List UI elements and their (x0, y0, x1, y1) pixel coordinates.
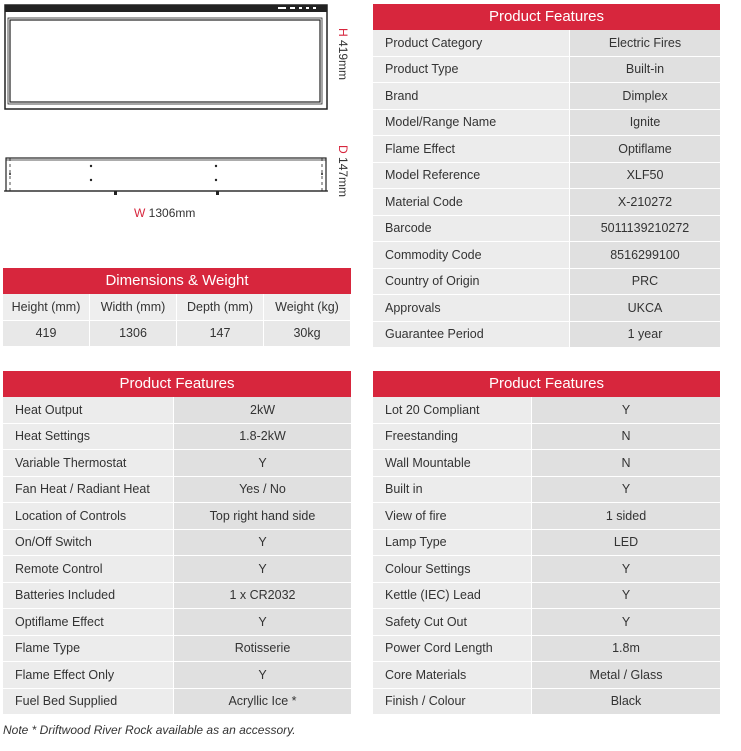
feature-label: Flame Effect (373, 136, 570, 163)
feature-value: X-210272 (570, 189, 720, 216)
feature-label: Material Code (373, 189, 570, 216)
product-features-left-title: Product Features (3, 371, 351, 397)
table-row (3, 477, 351, 504)
dimensions-weight-panel (3, 268, 351, 347)
feature-value: Dimplex (570, 83, 720, 110)
dimensions-header-row (3, 294, 351, 321)
feature-value: 1 year (570, 322, 720, 349)
table-row (373, 163, 720, 190)
dim-header-height: Height (mm) (3, 294, 90, 321)
feature-value: Y (532, 477, 720, 504)
product-features-right-panel (373, 371, 720, 715)
feature-value: PRC (570, 269, 720, 296)
height-value: 419mm (336, 40, 350, 81)
width-dimension-label (134, 206, 195, 220)
table-row (3, 530, 351, 557)
table-row (373, 662, 720, 689)
feature-value: LED (532, 530, 720, 557)
product-features-top-table (373, 30, 720, 348)
table-row (373, 503, 720, 530)
feature-label: Guarantee Period (373, 322, 570, 349)
table-row (373, 530, 720, 557)
table-row (373, 636, 720, 663)
feature-label: Optiflame Effect (3, 609, 174, 636)
feature-label: Fan Heat / Radiant Heat (3, 477, 174, 504)
table-row (373, 216, 720, 243)
feature-label: Core Materials (373, 662, 532, 689)
table-row (373, 397, 720, 424)
product-features-right-table (373, 397, 720, 715)
product-features-top-panel (373, 4, 720, 348)
feature-value: Black (532, 689, 720, 716)
table-row (3, 503, 351, 530)
feature-value: Ignite (570, 110, 720, 137)
table-row (373, 269, 720, 296)
table-row (373, 110, 720, 137)
feature-label: Wall Mountable (373, 450, 532, 477)
feature-label: Lamp Type (373, 530, 532, 557)
feature-value: Y (532, 609, 720, 636)
feature-label: Model/Range Name (373, 110, 570, 137)
table-row (373, 477, 720, 504)
feature-label: Product Category (373, 30, 570, 57)
feature-label: Safety Cut Out (373, 609, 532, 636)
table-row (373, 424, 720, 451)
feature-label: Flame Effect Only (3, 662, 174, 689)
table-row (373, 322, 720, 349)
dimensions-value-row (3, 321, 351, 348)
depth-value: 147mm (336, 157, 350, 198)
front-view-drawing (4, 4, 330, 112)
feature-label: Heat Settings (3, 424, 174, 451)
product-features-top-title: Product Features (373, 4, 720, 30)
feature-value: Rotisserie (174, 636, 351, 663)
feature-value: XLF50 (570, 163, 720, 190)
table-row (373, 556, 720, 583)
feature-label: Country of Origin (373, 269, 570, 296)
table-row (3, 662, 351, 689)
dim-value-width: 1306 (90, 321, 177, 348)
feature-value: Metal / Glass (532, 662, 720, 689)
table-row (373, 83, 720, 110)
feature-label: Model Reference (373, 163, 570, 190)
height-dimension-label (336, 28, 350, 80)
feature-label: Freestanding (373, 424, 532, 451)
feature-label: Approvals (373, 295, 570, 322)
table-row (373, 295, 720, 322)
dimensions-weight-title: Dimensions & Weight (3, 268, 351, 294)
depth-letter: D (336, 145, 350, 154)
feature-value: Y (174, 662, 351, 689)
feature-label: Kettle (IEC) Lead (373, 583, 532, 610)
feature-value: 1.8m (532, 636, 720, 663)
feature-value: Built-in (570, 57, 720, 84)
feature-label: Finish / Colour (373, 689, 532, 716)
feature-value: N (532, 424, 720, 451)
top-view-drawing (4, 154, 330, 198)
dim-value-weight: 30kg (264, 321, 351, 348)
table-row (3, 636, 351, 663)
table-row (373, 450, 720, 477)
feature-value: Y (174, 609, 351, 636)
feature-label: Variable Thermostat (3, 450, 174, 477)
dimensions-table (3, 294, 351, 347)
feature-value: 5011139210272 (570, 216, 720, 243)
feature-value: Top right hand side (174, 503, 351, 530)
table-row (373, 689, 720, 716)
feature-value: Acryllic Ice * (174, 689, 351, 716)
dim-value-height: 419 (3, 321, 90, 348)
feature-label: View of fire (373, 503, 532, 530)
feature-label: Brand (373, 83, 570, 110)
feature-value: Y (532, 397, 720, 424)
product-features-right-title: Product Features (373, 371, 720, 397)
feature-label: Fuel Bed Supplied (3, 689, 174, 716)
fire-front-outline (4, 4, 330, 112)
table-row (373, 609, 720, 636)
dim-header-width: Width (mm) (90, 294, 177, 321)
feature-label: Power Cord Length (373, 636, 532, 663)
feature-value: Y (174, 530, 351, 557)
feature-value: 1 x CR2032 (174, 583, 351, 610)
feature-value: Electric Fires (570, 30, 720, 57)
feature-value: UKCA (570, 295, 720, 322)
width-value: 1306mm (148, 206, 196, 220)
feature-value: 8516299100 (570, 242, 720, 269)
table-row (3, 556, 351, 583)
dim-value-depth: 147 (177, 321, 264, 348)
feature-label: Built in (373, 477, 532, 504)
table-row (3, 609, 351, 636)
table-row (373, 189, 720, 216)
feature-label: Remote Control (3, 556, 174, 583)
dim-header-depth: Depth (mm) (177, 294, 264, 321)
feature-value: Y (532, 556, 720, 583)
feature-label: Colour Settings (373, 556, 532, 583)
feature-label: On/Off Switch (3, 530, 174, 557)
product-features-left-table (3, 397, 351, 715)
feature-value: Y (174, 556, 351, 583)
table-row (373, 583, 720, 610)
feature-label: Barcode (373, 216, 570, 243)
table-row (373, 30, 720, 57)
footnote: Note * Driftwood River Rock available as an accessory. (3, 723, 296, 737)
feature-label: Lot 20 Compliant (373, 397, 532, 424)
table-row (373, 242, 720, 269)
feature-value: Yes / No (174, 477, 351, 504)
feature-label: Location of Controls (3, 503, 174, 530)
feature-value: 1.8-2kW (174, 424, 351, 451)
feature-label: Commodity Code (373, 242, 570, 269)
table-row (3, 583, 351, 610)
feature-value: 1 sided (532, 503, 720, 530)
table-row (3, 424, 351, 451)
table-row (3, 450, 351, 477)
feature-value: Y (174, 450, 351, 477)
table-row (373, 57, 720, 84)
feature-label: Product Type (373, 57, 570, 84)
feature-value: Y (532, 583, 720, 610)
width-letter: W (134, 206, 146, 220)
height-letter: H (336, 28, 350, 37)
feature-label: Flame Type (3, 636, 174, 663)
table-row (373, 136, 720, 163)
dim-header-weight: Weight (kg) (264, 294, 351, 321)
feature-label: Batteries Included (3, 583, 174, 610)
table-row (3, 397, 351, 424)
table-row (3, 689, 351, 716)
feature-label: Heat Output (3, 397, 174, 424)
feature-value: Optiflame (570, 136, 720, 163)
depth-dimension-label (336, 145, 350, 197)
feature-value: 2kW (174, 397, 351, 424)
product-features-left-panel (3, 371, 351, 715)
feature-value: N (532, 450, 720, 477)
fire-top-outline (4, 154, 330, 198)
